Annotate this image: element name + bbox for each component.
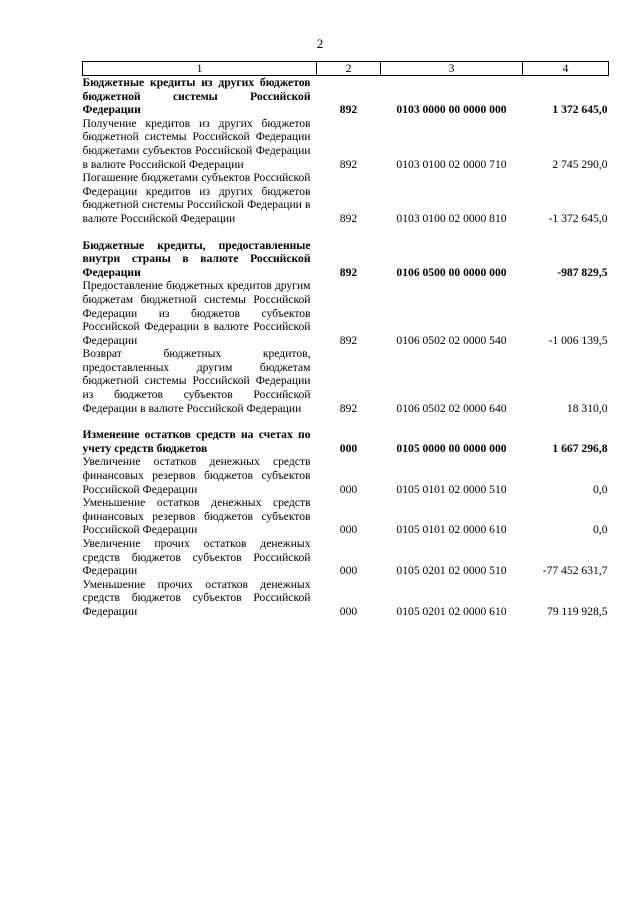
- item-name: Увеличение прочих остатков денежных средств бюджетов субъектов Российской Федерации: [82, 537, 311, 578]
- admin-code: 000: [339, 604, 358, 618]
- budget-classification-code: 0105 0201 02 0000 610: [396, 604, 507, 618]
- column-number-4: 4: [523, 62, 609, 76]
- amount: 2 745 290,0: [552, 157, 608, 171]
- budget-classification-code: 0106 0502 02 0000 540: [396, 333, 507, 347]
- column-number-3: 3: [381, 62, 523, 76]
- item-name: Бюджетные кредиты из других бюджетов бюджетной системы Российской Федерации: [82, 76, 311, 117]
- admin-code: 000: [339, 564, 358, 578]
- admin-code: 892: [339, 401, 358, 415]
- column-number-header-row: [83, 62, 609, 76]
- budget-classification-code: 0106 0502 02 0000 640: [396, 401, 507, 415]
- amount: 18 310,0: [566, 401, 608, 415]
- budget-classification-code: 0103 0100 02 0000 710: [396, 157, 507, 171]
- amount: -77 452 631,7: [542, 564, 608, 578]
- table-row: [83, 578, 609, 619]
- amount: 1 372 645,0: [552, 103, 608, 117]
- amount: -987 829,5: [557, 265, 608, 279]
- amount: -1 006 139,5: [548, 333, 608, 347]
- amount: 1 667 296,8: [552, 441, 608, 455]
- admin-code: 892: [339, 157, 358, 171]
- amount: -1 372 645,0: [548, 211, 608, 225]
- table-row: [83, 347, 609, 415]
- admin-code: 892: [339, 265, 358, 279]
- sources-table: [82, 61, 609, 619]
- section-total-row: [83, 239, 609, 280]
- table-row: [83, 171, 609, 225]
- admin-code: 892: [339, 211, 358, 225]
- group-spacer: [83, 226, 609, 239]
- table-row: [83, 537, 609, 578]
- amount: 79 119 928,5: [547, 604, 608, 618]
- admin-code: 892: [339, 103, 358, 117]
- page-number: 2: [316, 36, 324, 51]
- budget-classification-code: 0105 0201 02 0000 510: [396, 564, 507, 578]
- section-total-row: [83, 428, 609, 455]
- item-name: Возврат бюджетных кредитов, предоставленных другим бюджетам бюджетной системы Российской Федерации из бюджетов субъектов Российской Федерации в валюте Российской Федерации: [82, 347, 311, 415]
- item-name: Получение кредитов из других бюджетов бюджетной системы Российской Федерации бюджетами субъектов Российской Федерации в валюте Российской Федерации: [82, 116, 311, 171]
- admin-code: 000: [339, 441, 358, 455]
- admin-code: 000: [339, 482, 358, 496]
- item-name: Изменение остатков средств на счетах по учету средств бюджетов: [82, 428, 311, 455]
- item-name: Увеличение остатков денежных средств финансовых резервов бюджетов субъектов Российской Федерации: [82, 455, 311, 496]
- section-total-row: [83, 76, 609, 117]
- budget-classification-code: 0103 0100 02 0000 810: [396, 211, 507, 225]
- budget-classification-code: 0105 0101 02 0000 510: [396, 482, 507, 496]
- table-row: [83, 117, 609, 171]
- budget-classification-code: 0103 0000 00 0000 000: [396, 103, 507, 117]
- item-name: Предоставление бюджетных кредитов другим бюджетам бюджетной системы Российской Федерации из бюджетов субъектов Российской Федерации в валюте Российской Федерации: [82, 279, 311, 347]
- table-row: [83, 496, 609, 537]
- spacer-cell: [83, 226, 609, 239]
- table-row: [83, 455, 609, 496]
- budget-classification-code: 0105 0000 00 0000 000: [396, 441, 507, 455]
- spacer-cell: [83, 415, 609, 428]
- item-name: Бюджетные кредиты, предоставленные внутри страны в валюте Российской Федерации: [82, 238, 311, 279]
- table-row: [83, 279, 609, 347]
- column-number-1: 1: [83, 62, 317, 76]
- amount: 0,0: [593, 523, 608, 537]
- amount: 0,0: [593, 482, 608, 496]
- item-name: Погашение бюджетами субъектов Российской Федерации кредитов из других бюджетов бюджетной системы Российской Федерации в валюте Российской Федерации: [82, 171, 311, 225]
- admin-code: 892: [339, 333, 358, 347]
- item-name: Уменьшение прочих остатков денежных средств бюджетов субъектов Российской Федерации: [82, 577, 311, 618]
- group-spacer: [83, 415, 609, 428]
- table-body: [83, 76, 609, 619]
- budget-classification-code: 0105 0101 02 0000 610: [396, 523, 507, 537]
- item-name: Уменьшение остатков денежных средств финансовых резервов бюджетов субъектов Российской Федерации: [82, 496, 311, 537]
- admin-code: 000: [339, 523, 358, 537]
- budget-classification-code: 0106 0500 00 0000 000: [396, 265, 507, 279]
- column-number-2: 2: [317, 62, 381, 76]
